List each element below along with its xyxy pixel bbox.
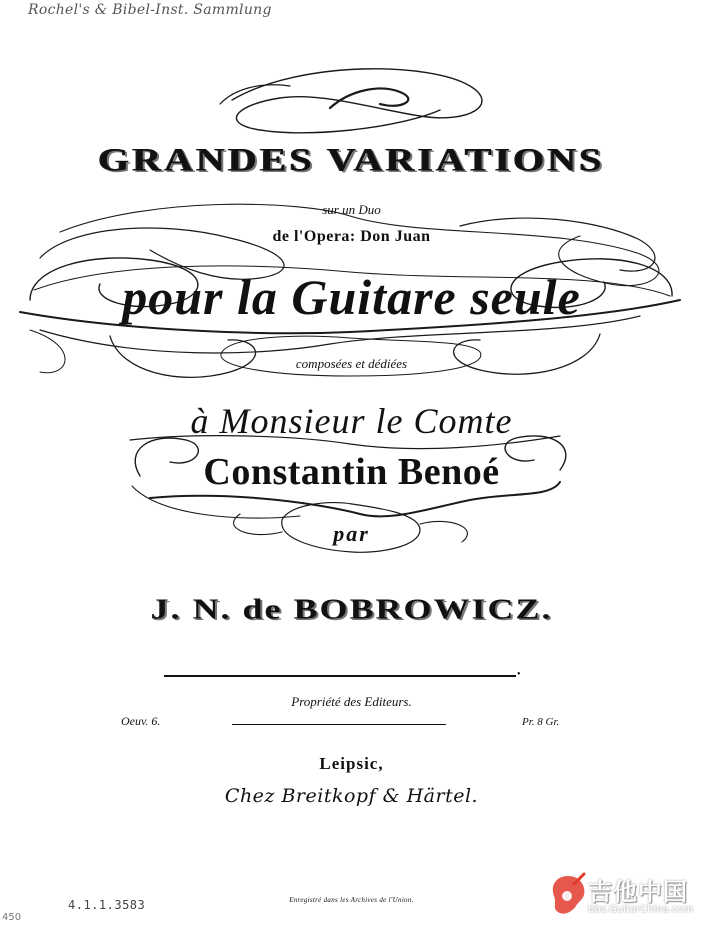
catalogue-stamp: 4.1.1.3583	[68, 898, 146, 912]
divider-dot: •	[517, 669, 521, 680]
guitar-logo-icon	[548, 872, 588, 916]
title-dedicatee-name: Constantin Benoé	[203, 451, 500, 493]
proprietor-notice: Propriété des Editeurs.	[291, 694, 412, 709]
corner-mark: 450	[2, 912, 22, 923]
divider-rule-lower	[232, 724, 446, 725]
composer-name: J. N. de BOBROWICZ.	[150, 593, 553, 625]
ownership-inscription: Rochel's & Bibel-Inst. Sammlung	[28, 2, 272, 18]
title-grandes-variations: GRANDES VARIATIONS	[98, 141, 605, 178]
title-pour-la-guitare: pour la Guitare seule	[122, 269, 581, 325]
divider-rule-upper	[164, 675, 516, 677]
flourish-top-left	[220, 85, 290, 104]
publisher-name: Chez Breitkopf & Härtel.	[224, 785, 479, 807]
flourish-top	[232, 69, 482, 133]
title-composees-dediees: composées et dédiées	[295, 356, 408, 371]
site-watermark	[548, 866, 703, 926]
archive-registration-note: Enregistré dans les Archives de l'Union.	[289, 896, 414, 904]
publisher-city: Leipsic,	[319, 754, 384, 773]
title-sur-un-duo: sur un Duo	[322, 202, 381, 217]
price-label: Pr. 8 Gr.	[522, 716, 560, 728]
watermark-url: bbs.GuitarChina.com	[588, 904, 694, 915]
flourish-top-inner	[330, 89, 408, 108]
title-par: par	[333, 521, 370, 546]
title-monsieur-le-comte: à Monsieur le Comte	[190, 401, 513, 441]
title-opera-don-juan: de l'Opera: Don Juan	[272, 228, 431, 245]
watermark-name: 吉他中国	[588, 878, 688, 906]
opus-number: Oeuv. 6.	[121, 714, 161, 728]
